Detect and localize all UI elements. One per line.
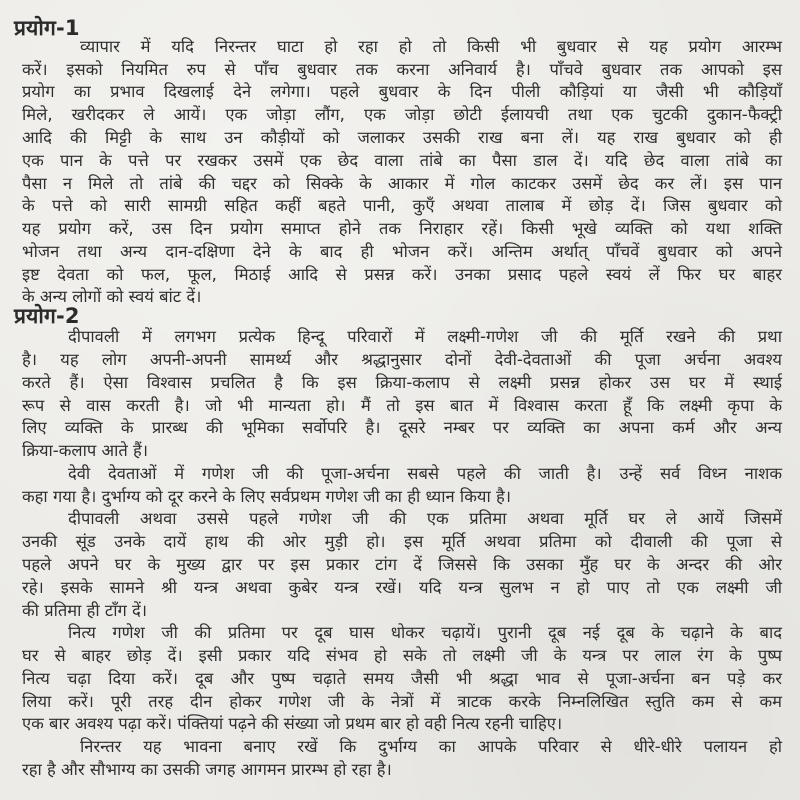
paragraph-line: उनकी सूंड उनके दायें हाथ की ओर मुड़ी हो। इस मूर्ति अथवा प्रतिमा को दीवाली की पूजा से [22, 532, 782, 552]
paragraph-line: की प्रतिमा ही टाँग दें। [22, 600, 148, 620]
paragraph-line: क्रिया-कलाप आते हैं। [22, 441, 149, 461]
paragraph-line: दीपावली में लगभग प्रत्येक हिन्दू परिवारों में लक्ष्मी-गणेश जी की मूर्ति रखने की प्रथा [68, 327, 782, 347]
paragraph-line: करें। इसको नियमित रुप से पाँच बुधवार तक करना अनिवार्य है। पाँचवे बुधवार तक आपको इस [22, 59, 782, 79]
paragraph-line: भोजन तथा अन्य दान-दक्षिणा देने के बाद ही भोजन करें। अन्तिम अर्थात् पाँचवें बुधवार को अपने [22, 241, 782, 261]
paragraph-line: रहा है और सौभाग्य का उसकी जगह आगमन प्रारम्भ हो रहा है। [22, 760, 392, 779]
paragraph-line: प्रयोग का प्रभाव दिखलाई देने लगेगा। पहले बुधवार के दिन पीली कौड़ियां या जैसी भी कौड़ियाँ [22, 82, 782, 102]
paragraph-line: नित्य गणेश जी की प्रतिमा पर दूब घास धोकर चढ़ायें। पुरानी दूब नई दूब के चढ़ाने के बाद [68, 623, 782, 643]
paragraph-line: पैसा न मिले तो तांबे की चद्दर को सिक्के के आकार में गोल काटकर उसमें छेद कर लें। इस पान [22, 173, 782, 193]
paragraph-line: लिया करें। पूरी तरह दीन होकर गणेश जी के नेत्रों में त्राटक करके निम्नलिखित स्तुति कम से कम [22, 691, 782, 711]
paragraph-line: के अन्य लोगों को स्वयं बांट दें। [22, 287, 202, 307]
paragraph-line: एक बार अवश्य पढ़ा करें। पंक्तियां पढ़ने की संख्या जो प्रथम बार हो वही नित्य रहनी चाहिए। [22, 714, 563, 734]
paragraph-line: निरन्तर यह भावना बनाए रखें कि दुर्भाग्य का आपके परिवार से धीरे-धीरे पलायन हो [80, 737, 782, 757]
paragraph-line: लिए व्यक्ति के प्रारब्ध की भूमिका सर्वोपरि है। दूसरे नम्बर पर व्यक्ति का अपना कर्म और अन्य [22, 418, 782, 438]
paragraph-line: के पत्ते को सारी सामग्री सहित कहीं बहते पानी, कुएँ अथवा तालाब में छोड़ दें। जिस बुधवार को [22, 196, 782, 216]
paragraph-line: यह प्रयोग करें, उस दिन प्रयोग समाप्त होने तक निराहार रहें। किसी भूखे व्यक्ति को यथा शक्ति [22, 219, 782, 239]
paragraph-line: दीपावली अथवा उससे पहले गणेश जी की एक प्रतिमा अथवा मूर्ति घर ले आयें जिसमें [68, 509, 782, 529]
paragraph-line: रहे। इसके सामने श्री यन्त्र अथवा कुबेर यन्त्र रखें। यदि यन्त्र सुलभ न हो पाए तो एक लक्ष्मी जी [22, 577, 782, 597]
paragraph-line: नित्य चढ़ा दिया करें। दूब और पुष्प चढ़ाते समय जैसी भी श्रद्धा भाव से पूजा-अर्चना बन पड़े कर [22, 668, 782, 688]
section-heading-2: प्रयोग-2 [14, 304, 80, 329]
paragraph-line: रूप से वास करती है। जो भी मान्यता हो। मैं तो इस बात में विश्वास करता हूँ कि लक्ष्मी कृपा के [22, 395, 782, 415]
section-heading-1: प्रयोग-1 [14, 16, 80, 40]
paragraph-line: देवी देवताओं में गणेश जी की पूजा-अर्चना सबसे पहले की जाती है। उन्हें सर्व विध्न नाशक [68, 463, 782, 483]
paragraph-line: आदि की मिट्टी के साथ उन कौड़ीयों को जलाकर उसकी राख बना लें। यह राख बुधवार को ही [22, 127, 782, 147]
paragraph-line: पहले अपने घर के मुख्य द्वार पर इस प्रकार टांग दें जिससे कि उसका मुँह घर के अन्दर की ओर [22, 555, 782, 575]
paragraph-line: घर से बाहर छोड़ दें। इसी प्रकार यदि संभव हो सके तो लक्ष्मी जी के यन्त्र पर लाल रंग के पुष्प [22, 646, 782, 666]
paragraph-line: एक पान के पत्ते पर रखकर उसमें एक छेद वाला तांबे का पैसा डाल दें। यदि छेद वाला तांबे का [22, 150, 782, 170]
paragraph-line: कहा गया है। दुर्भाग्य को दूर करने के लिए सर्वप्रथम गणेश जी का ही ध्यान किया है। [22, 486, 511, 506]
paragraph-line: करते हैं। ऐसा विश्वास प्रचलित है कि इस क्रिया-कलाप से लक्ष्मी प्रसन्न होकर उस घर में स्थाई [22, 372, 782, 392]
paragraph-line: है। यह लोग अपनी-अपनी सामर्थ्य और श्रद्धानुसार दोनों देवी-देवताओं की पूजा अर्चना अवश्य [22, 350, 782, 370]
paragraph-line: व्यापार में यदि निरन्तर घाटा हो रहा हो तो किसी भी बुधवार से यह प्रयोग आरम्भ [80, 36, 782, 56]
paragraph-line: मिले, खरीदकर ले आयें। एक जोड़ा लौंग, एक जोड़ा छोटी ईलायची तथा एक चुटकी दुकान-फैक्ट्री [22, 105, 782, 125]
paragraph-line: इष्ट देवता को फल, फूल, मिठाई आदि से प्रसन्न करें। उनका प्रसाद पहले स्वयं लें फिर घर बाहर [22, 264, 782, 284]
